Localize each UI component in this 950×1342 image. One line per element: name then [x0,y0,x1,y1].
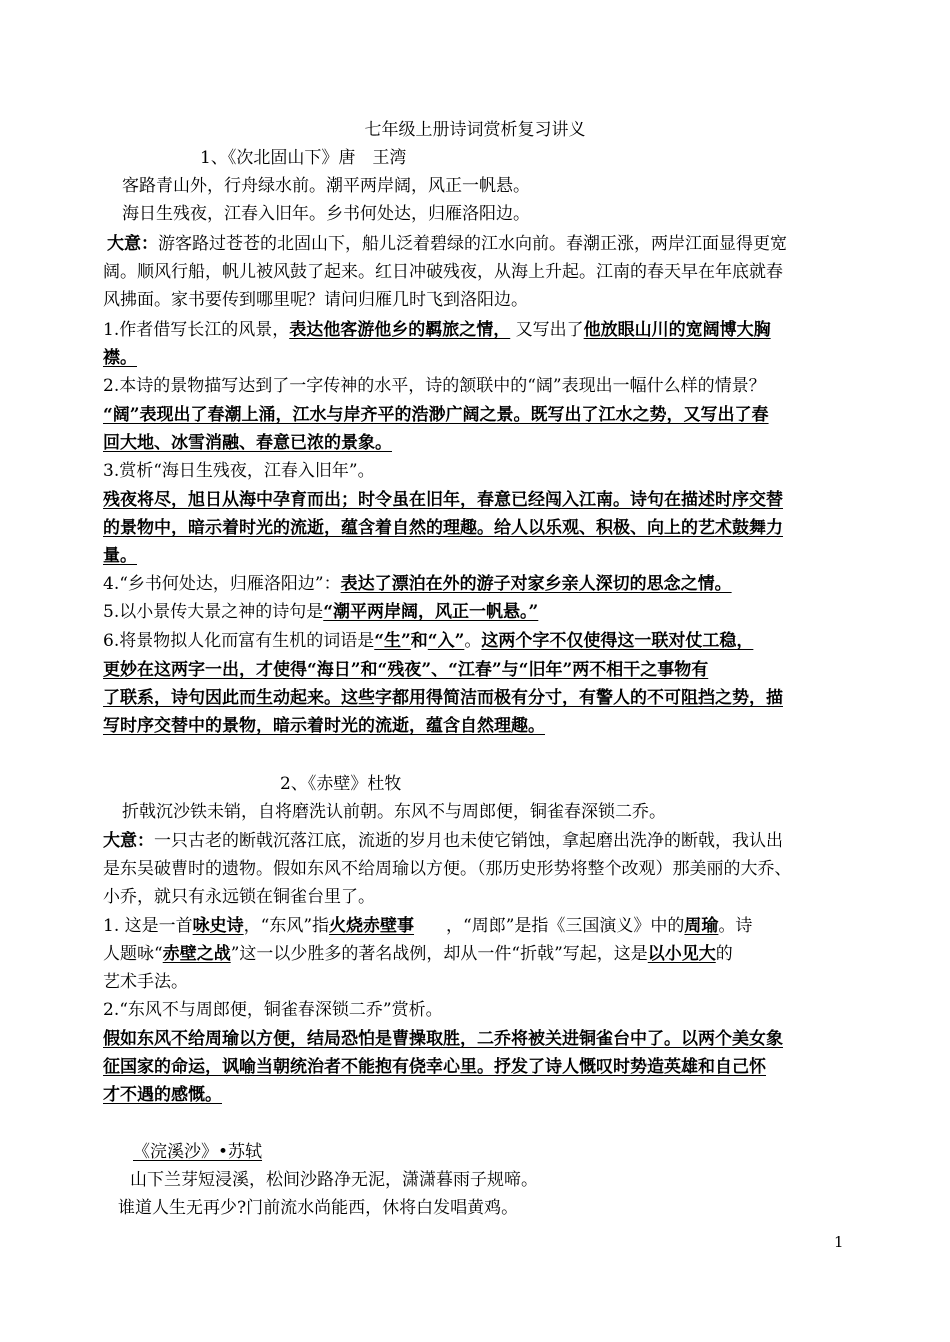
poem1-line-1: 客路青山外，行舟绿水前。潮平两岸阔，风正一帆悬。 [122,176,530,196]
poem1-answer-6-cont: 了联系，诗句因此而生动起来。这些字都用得简洁而极有分寸，有警人的不可阻挡之势，描 [103,688,783,708]
answer-text: 表达他客游他乡的羁旅之情， [289,320,511,340]
answer-text: 这两个字不仅使得这一联对仗工稳， [481,631,754,651]
poem1-heading: 1、《次北固山下》唐 王湾 [200,148,407,168]
poem1-answer-3: 残夜将尽，旭日从海中孕育而出；时令虽在旧年，春意已经闯入江南。诗句在描述时序交替 [103,490,783,510]
poem1-answer-3-end: 量。 [103,546,137,566]
poem2-answer-2-end: 才不遇的感慨。 [103,1085,222,1105]
poem2-meaning-2: 是东吴破曹时的遗物。假如东风不给周瑜以方便。（那历史形势将整个改观）那美丽的大乔、 [103,859,792,879]
poem1-answer-1-cont: 襟。 [103,348,137,368]
poem2-heading: 2、《赤壁》杜牧 [280,774,402,794]
poem2-question-2: 2.“东风不与周郎便，铜雀春深锁二乔”赏析。 [103,1000,443,1020]
poem1-answer-2: “阔”表现出了春潮上涌，江水与岸齐平的浩渺广阔之景。既写出了江水之势，又写出了春 [103,405,769,425]
poem1-meaning-3: 风拂面。家书要传到哪里呢？请问归雁几时飞到洛阳边。 [103,290,528,310]
poem2-line: 折戟沉沙铁未销，自将磨洗认前朝。东风不与周郎便，铜雀春深锁二乔。 [122,802,666,822]
poem2-question-1-end: 艺术手法。 [103,972,188,992]
meaning-label: 大意： [107,234,158,254]
poem3-line-1: 山下兰芽短浸溪，松间沙路净无泥，潇潇暮雨子规啼。 [130,1170,538,1190]
poem1-meaning: 大意：游客路过苍苍的北固山下，船儿泛着碧绿的江水向前。春潮正涨，两岸江面显得更宽 [107,234,787,254]
poem2-answer-2: 假如东风不给周瑜以方便，结局恐怕是曹操取胜，二乔将被关进铜雀台中了。以两个美女象 [103,1029,783,1049]
poem1-question-1: 1.作者借写长江的风景，表达他客游他乡的羁旅之情， 又写出了他放眼山川的宽阔博大胸 [103,320,771,340]
answer-text: “潮平两岸阔，风正一帆悬。” [323,602,539,622]
poem1-line-2: 海日生残夜，江春入旧年。乡书何处达，归雁洛阳边。 [122,204,530,224]
poem1-question-6: 6.将景物拟人化而富有生机的词语是“生”和“入”。这两个字不仅使得这一联对仗工稳， [103,631,754,651]
poem1-answer-2-cont: 回大地、冰雪消融、春意已浓的景象。 [103,433,392,453]
poem1-answer-3-cont: 的景物中，暗示着时光的流逝，蕴含着自然的理趣。给人以乐观、积极、向上的艺术鼓舞力 [103,518,783,538]
poem3-heading: 《浣溪沙》•苏轼 [133,1142,263,1162]
poem1-answer-6: 更妙在这两字一出，才使得“海日”和“残夜”、“江春”与“旧年”两不相干之事物有 [103,660,709,680]
poem2-meaning-3: 小乔，就只有永远锁在铜雀台里了。 [103,887,375,907]
page-title: 七年级上册诗词赏析复习讲义 [364,120,586,140]
poem1-question-4: 4.“乡书何处达，归雁洛阳边”：表达了漂泊在外的游子对家乡亲人深切的思念之情。 [103,574,732,594]
poem3-line-2: 谁道人生无再少?门前流水尚能西，休将白发唱黄鸡。 [118,1198,519,1218]
page-number: 1 [834,1233,844,1251]
poem1-question-2: 2.本诗的景物描写达到了一字传神的水平，诗的颔联中的“阔”表现出一幅什么样的情景？ [103,376,766,396]
poem2-question-1: 1. 这是一首咏史诗，“东风”指火烧赤壁事 ，“周郎”是指《三国演义》中的周瑜。诗 [103,916,753,936]
poem1-meaning-2: 阔。顺风行船，帆儿被风鼓了起来。红日冲破残夜，从海上升起。江南的春天早在年底就春 [103,262,783,282]
answer-text: 他放眼山川的宽阔博大胸 [583,320,771,340]
poem2-answer-2-cont: 征国家的命运，讽喻当朝统治者不能抱有侥幸心里。抒发了诗人慨叹时势造英雄和自己怀 [103,1057,766,1077]
poem2-question-1-cont: 人题咏“赤壁之战”这一以少胜多的著名战例，却从一件“折戟”写起，这是以小见大的 [103,944,733,964]
poem1-question-3: 3.赏析“海日生残夜，江春入旧年”。 [103,461,375,481]
poem2-meaning: 大意：一只古老的断戟沉落江底，流逝的岁月也未使它销蚀，拿起磨出洗净的断戟，我认出 [103,831,783,851]
answer-text: 表达了漂泊在外的游子对家乡亲人深切的思念之情。 [340,574,732,594]
meaning-label: 大意： [103,831,154,851]
poem1-answer-6-end: 写时序交替中的景物，暗示着时光的流逝，蕴含自然理趣。 [103,716,545,736]
poem1-question-5: 5.以小景传大景之神的诗句是“潮平两岸阔，风正一帆悬。” [103,602,539,622]
